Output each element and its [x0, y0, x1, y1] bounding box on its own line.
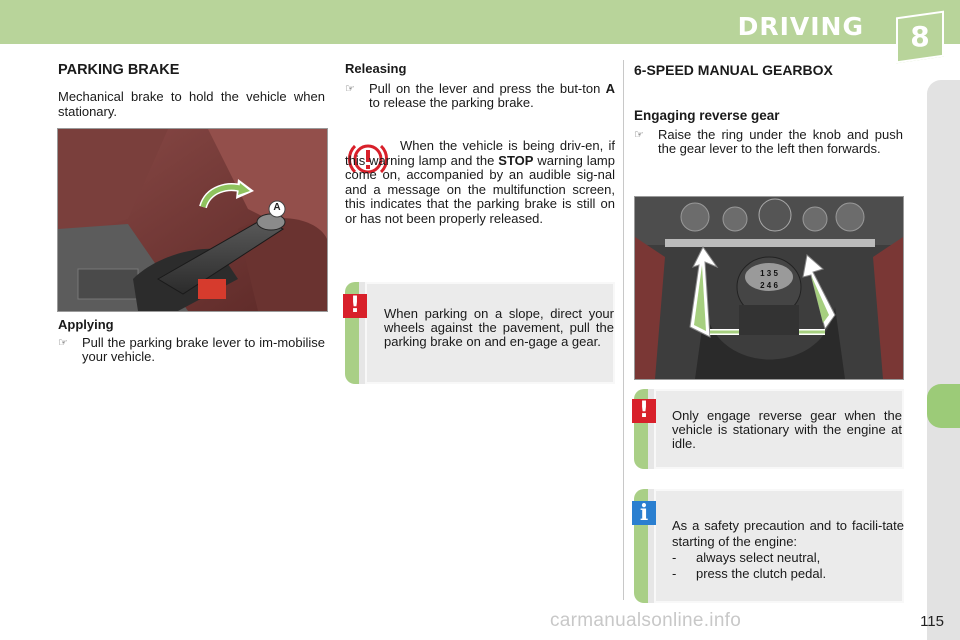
side-tab-rail: [927, 80, 960, 640]
knob-bottom-numbers: 2 4 6: [760, 281, 778, 290]
side-tab-active[interactable]: [927, 384, 960, 428]
column-divider: [623, 60, 624, 600]
releasing-paragraph: [345, 82, 615, 110]
parking-brake-intro: Mechanical brake to hold the vehicle when stationary.: [58, 89, 325, 119]
gearbox-title: 6-SPEED MANUAL GEARBOX: [634, 62, 833, 78]
safety-item: - always select neutral,: [672, 550, 821, 565]
button-a-label: A: [273, 202, 281, 213]
pointing-hand-icon: ☞: [634, 129, 644, 141]
reverse-gear-bullet: [634, 128, 903, 156]
gear-lever-photo: [634, 196, 904, 380]
applying-bullet: [58, 336, 325, 364]
releasing-bullet: [345, 82, 615, 110]
parking-brake-title: PARKING BRAKE: [58, 62, 180, 78]
pointing-hand-icon: ☞: [58, 337, 68, 349]
slope-note-text: When parking on a slope, direct your wheels against the pavement, pull the parking brake on and en-gage a gear.: [384, 306, 614, 349]
safety-item: - press the clutch pedal.: [672, 566, 827, 581]
safety-intro: As a safety precaution and to facili-tate starting of the engine:: [672, 518, 904, 549]
releasing-text-1: Pull on the lever and press the but-ton: [369, 81, 606, 96]
stop-text-2: warning lamp come on, accompanied by an audible sig-nal and a message on the multifunction screen, this indicates that the parking brake is still on or has not been properly released.: [345, 152, 615, 226]
stop-bold: STOP: [498, 152, 534, 168]
knob-top-numbers: 1 3 5: [760, 269, 778, 278]
chapter-number: 8: [910, 20, 930, 53]
exclamation-icon: !: [632, 399, 656, 423]
parking-brake-photo: [57, 128, 328, 312]
page-number: 115: [920, 613, 944, 630]
applying-text: Pull the parking brake lever to im-mobilise your vehicle.: [82, 335, 325, 364]
releasing-button: A: [605, 81, 615, 96]
safety-note-content: [672, 518, 904, 582]
idle-note-text: Only engage reverse gear when the vehicle is stationary with the engine at idle.: [672, 408, 902, 451]
reverse-gear-title: Engaging reverse gear: [634, 108, 780, 123]
pointing-hand-icon: ☞: [345, 83, 355, 95]
releasing-text-2: to release the parking brake.: [369, 95, 534, 110]
chapter-number-badge: [896, 11, 944, 64]
stop-warning-text: [345, 139, 615, 226]
stop-text-1: When the vehicle is being driv-en, if this warning lamp and the: [345, 138, 615, 168]
watermark: carmanualsonline.info: [550, 610, 742, 631]
reverse-gear-text: Raise the ring under the knob and push the gear lever to the left then forwards.: [658, 127, 903, 156]
slope-note-box: [345, 282, 615, 384]
idle-note-box: [634, 389, 904, 469]
releasing-title: Releasing: [345, 61, 407, 76]
safety-item-text: always select neutral,: [696, 550, 821, 565]
parking-brake-illustration: [58, 129, 327, 311]
safety-item-text: press the clutch pedal.: [696, 566, 827, 581]
applying-title: Applying: [58, 317, 114, 332]
info-icon: i: [632, 501, 656, 525]
safety-note-box: [634, 489, 904, 603]
exclamation-icon: !: [343, 294, 367, 318]
chapter-title: DRIVING: [737, 12, 864, 41]
